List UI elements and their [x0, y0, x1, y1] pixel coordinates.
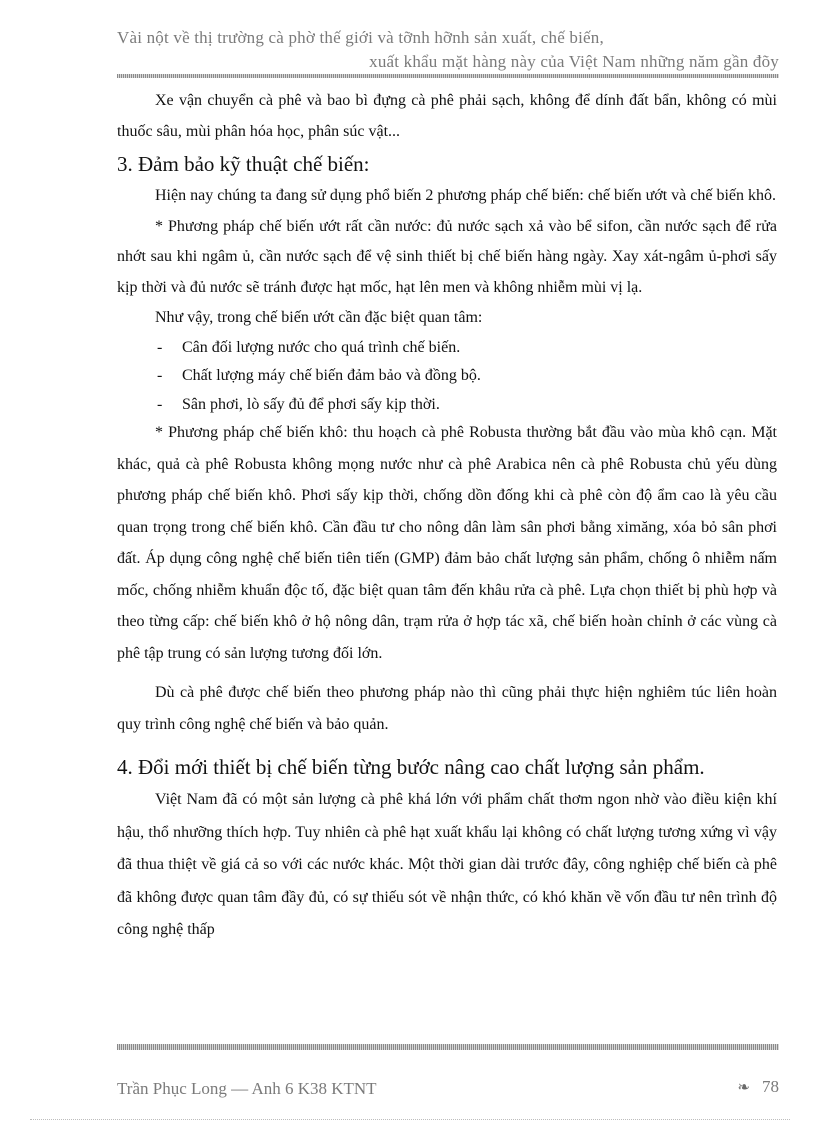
- paragraph-wet-attention: Như vậy, trong chế biến ướt cần đặc biệt quan tâm:: [155, 309, 483, 326]
- document-body: [117, 86, 777, 947]
- wet-method-list: [117, 334, 777, 420]
- list-item-text: Chất lượng máy chế biến đảm bảo và đồng bộ.: [182, 367, 481, 384]
- footer-author: Trần Phục Long — Anh 6 K38 KTNT: [117, 1079, 377, 1098]
- paragraph-dry-method: * Phương pháp chế biến khô: thu hoạch cà phê Robusta thường bắt đầu vào mùa khô cạn. Mặt khác, quả cà phê Robusta không mọng nước như cà phê Arabica nên cà phê Robusta chủ yếu dùng phương pháp chế biến khô. Phơi sấy kịp thời, chống dồn đống khi cà phê còn độ ẩm cao là yêu cầu quan trọng trong chế biến khô. Cần đầu tư cho nông dân làm sân phơi bằng ximăng, xóa bỏ sân phơi đất. Áp dụng công nghệ chế biến tiên tiến (GMP) đảm bảo chất lượng sản phẩm, chống ô nhiễm nấm mốc, chống nhiễm khuẩn độc tố, đặc biệt quan tâm đến khâu rửa cà phê. Lựa chọn thiết bị phù hợp và theo từng cấp: chế biến khô ở hộ nông dân, trạm rửa ở hợp tác xã, chế biến hoàn chỉnh ở các vùng cà phê tập trung có sản lượng tương đối lớn.: [117, 424, 777, 662]
- paragraph-transport: Xe vận chuyển cà phê và bao bì đựng cà phê phải sạch, không để dính đất bẩn, không có mùi thuốc sâu, mùi phân hóa học, phân súc vật...: [117, 92, 777, 140]
- paragraph-wet-method: * Phương pháp chế biến ướt rất cần nước: đủ nước sạch xả vào bể sifon, cần nước sạch để rửa nhớt sau khi ngâm ủ, cần nước sạch để vệ sinh thiết bị chế biến hàng ngày. Xay xát-ngâm ủ-phơi sấy kịp thời và đủ nước sẽ tránh được hạt mốc, hạt lên men và không nhiễm mùi vị lạ.: [117, 217, 777, 296]
- section-heading-3: 3. Đảm bảo kỹ thuật chế biến:: [117, 152, 370, 176]
- paragraph-vietnam: Việt Nam đã có một sản lượng cà phê khá lớn với phẩm chất thơm ngon nhờ vào điều kiện khí hậu, thổ nhưỡng thích hợp. Tuy nhiên cà phê hạt xuất khẩu lại không có chất lượng tương xứng vì vậy đã thua thiệt về giá cả so với các nước khác. Một thời gian dài trước đây, công nghiệp chế biến cà phê đã không được quan tâm đầy đủ, có sự thiếu sót về nhận thức, có khó khăn về vốn đầu tư nên trình độ công nghệ thấp: [117, 791, 777, 938]
- footer-divider: [117, 1044, 779, 1050]
- paragraph-methods: Hiện nay chúng ta đang sử dụng phổ biến 2 phương pháp chế biến: chế biến ướt và chế biến khô.: [155, 187, 777, 204]
- section-heading-4: 4. Đổi mới thiết bị chế biến từng bước nâng cao chất lượng sản phẩm.: [117, 755, 705, 779]
- list-item: [117, 391, 777, 420]
- header-title-line2: xuất khẩu mặt hàng này của Việt Nam những năm gần đõy: [369, 52, 779, 71]
- list-item-text: Sân phơi, lò sấy đủ để phơi sấy kịp thời.: [182, 395, 440, 413]
- page-header: [117, 28, 779, 76]
- fleuron-icon: ❧: [737, 1079, 750, 1096]
- header-divider: [117, 74, 779, 78]
- list-item: [117, 334, 777, 363]
- list-item-text: Cân đối lượng nước cho quá trình chế biến.: [182, 338, 461, 356]
- list-dash: -: [157, 367, 163, 384]
- list-dash: -: [157, 395, 163, 413]
- footer-page-info: [737, 1077, 779, 1097]
- page-bottom-border: [30, 1119, 790, 1120]
- list-dash: -: [157, 338, 163, 356]
- paragraph-conclusion: Dù cà phê được chế biến theo phương pháp nào thì cũng phải thực hiện nghiêm túc liên hoàn quy trình công nghệ chế biến và bảo quản.: [117, 684, 777, 733]
- list-item: [117, 362, 777, 391]
- page-number: 78: [762, 1077, 779, 1096]
- header-title-line1: Vài nột về thị trường cà phờ thế giới và tỡnh hỡnh sản xuất, chế biến,: [117, 28, 604, 47]
